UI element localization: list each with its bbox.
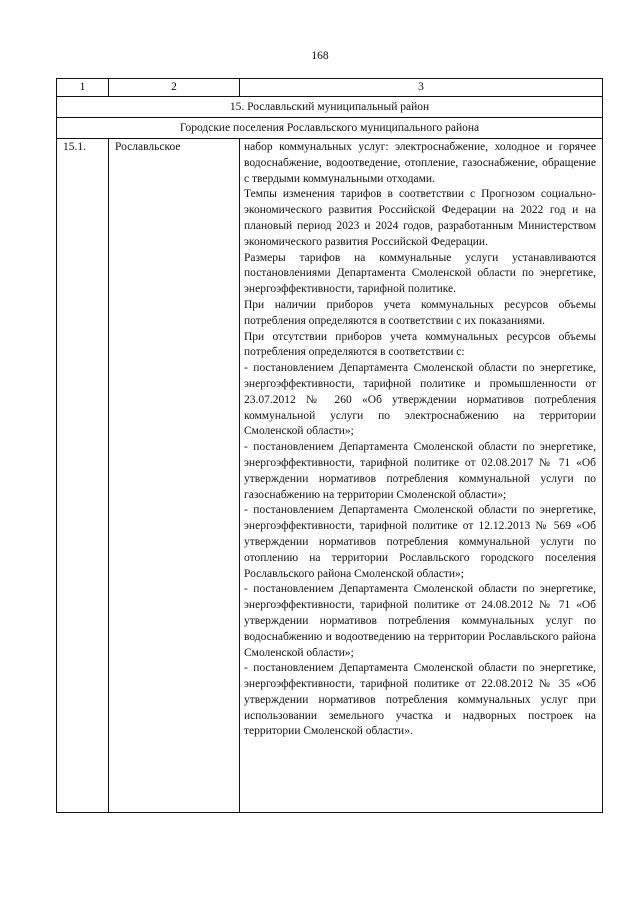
page-number: 168 (311, 50, 329, 62)
table-row (57, 139, 603, 813)
description-paragraph: набор коммунальных услуг: электроснабжение, холодное и горячее водоснабжение, водоотведение, отопление, газоснабжение, обращение с твердыми коммунальными отходами. (244, 141, 596, 185)
tariff-table (56, 78, 603, 813)
column-number-row (57, 79, 603, 97)
column-number-1: 1 (57, 79, 109, 97)
subsection-row (57, 118, 603, 139)
description-paragraph: Размеры тарифов на коммунальные услуги устанавливаются постановлениями Департамента Смоленской области по энергетике, энергоэффективности, тарифной политике. (244, 251, 596, 296)
subsection-title: Городские поселения Рославльского муниципального района (57, 118, 603, 139)
column-number-2: 2 (109, 79, 240, 97)
description-paragraph: При отсутствии приборов учета коммунальных ресурсов объемы потребления определяются в соответствии с: (244, 330, 596, 359)
description-paragraph: - постановлением Департамента Смоленской области по энергетике, энергоэффективности, тарифной политике и промышленности от 23.07.2012 № 260 «Об утверждении нормативов потребления коммунальной услуги по электроснабжению на территории Смоленской области»; (244, 362, 596, 438)
description-paragraph: - постановлением Департамента Смоленской области по энергетике, энергоэффективности, тарифной политике от 22.08.2012 № 35 «Об утверждении нормативов потребления коммунальных услуг при использовании земельного участка и надворных построек на территории Смоленской области». (244, 662, 596, 738)
row-number: 15.1. (57, 139, 109, 813)
description-paragraph: - постановлением Департамента Смоленской области по энергетике, энергоэффективности, тарифной политике от 24.08.2012 № 71 «Об утверждении нормативов потребления коммунальных услуг по водоснабжению и водоотведению на территории Рославльского района Смоленской области»; (244, 583, 596, 659)
settlement-name: Рославльское (109, 139, 240, 813)
description-paragraph: При наличии приборов учета коммунальных ресурсов объемы потребления определяются в соответствии с их показаниями. (244, 298, 596, 327)
description-paragraph: - постановлением Департамента Смоленской области по энергетике, энергоэффективности, тарифной политике от 02.08.2017 № 71 «Об утверждении нормативов потребления коммунальной услуги по газоснабжению на территории Смоленской области»; (244, 441, 596, 501)
section-row (57, 97, 603, 118)
description-paragraph: Темпы изменения тарифов в соответствии с Прогнозом социально-экономического развития Российской Федерации на 2022 год и на плановый период 2023 и 2024 годов, разработанным Министерством экономического развития Российской Федерации. (244, 188, 596, 248)
description-paragraph: - постановлением Департамента Смоленской области по энергетике, энергоэффективности, тарифной политике от 12.12.2013 № 569 «Об утверждении нормативов потребления коммунальной услуги по отоплению на территории Рославльского городского поселения Рославльского района Смоленской области»; (244, 504, 596, 580)
row-description (240, 139, 603, 813)
section-title: 15. Рославльский муниципальный район (57, 97, 603, 118)
column-number-3: 3 (240, 79, 603, 97)
